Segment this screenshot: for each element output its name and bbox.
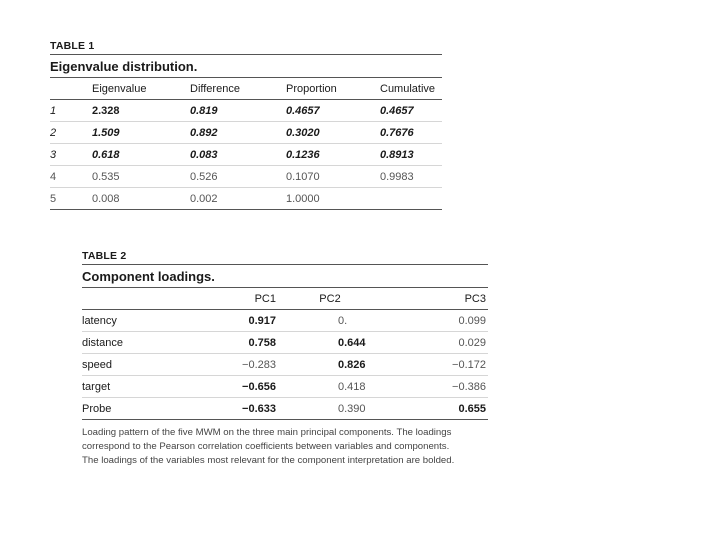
table2-title: Component loadings.	[82, 264, 488, 287]
component-loadings-table-block	[82, 250, 488, 468]
table1-header-eigenvalue: Eigenvalue	[92, 78, 190, 100]
eigenvalue-cell: 1.509	[92, 122, 190, 144]
eigenvalue-table	[50, 77, 442, 210]
variable-cell: Probe	[82, 398, 178, 420]
variable-cell: speed	[82, 354, 178, 376]
eigenvalue-cell: 0.535	[92, 166, 190, 188]
proportion-cell: 0.4657	[286, 100, 380, 122]
row-index: 2	[50, 122, 92, 144]
cumulative-cell: 0.7676	[380, 122, 442, 144]
table1-header-difference: Difference	[190, 78, 286, 100]
pc2-cell: 0.644	[278, 332, 382, 354]
proportion-cell: 0.1236	[286, 144, 380, 166]
cumulative-cell: 0.9983	[380, 166, 442, 188]
table2-label: TABLE 2	[82, 250, 127, 262]
table-row	[50, 144, 442, 166]
table-row	[82, 398, 488, 420]
pc3-cell: −0.172	[382, 354, 488, 376]
table-row	[50, 122, 442, 144]
table-row	[50, 100, 442, 122]
variable-cell: distance	[82, 332, 178, 354]
table-row	[82, 310, 488, 332]
pc1-cell: −0.656	[178, 376, 278, 398]
table-row	[50, 188, 442, 210]
table-row	[50, 166, 442, 188]
proportion-cell: 1.0000	[286, 188, 380, 210]
table1-header-cumulative: Cumulative	[380, 78, 442, 100]
proportion-cell: 0.1070	[286, 166, 380, 188]
table1-header-row	[50, 78, 442, 100]
cumulative-cell: 0.4657	[380, 100, 442, 122]
eigenvalue-cell: 0.618	[92, 144, 190, 166]
eigenvalue-table-block	[50, 40, 442, 210]
table2-footnote	[82, 426, 492, 468]
table1-header-proportion: Proportion	[286, 78, 380, 100]
difference-cell: 0.892	[190, 122, 286, 144]
difference-cell: 0.002	[190, 188, 286, 210]
table2-header-pc2: PC2	[278, 288, 382, 310]
eigenvalue-cell: 0.008	[92, 188, 190, 210]
row-index: 4	[50, 166, 92, 188]
row-index: 3	[50, 144, 92, 166]
pc2-cell: 0.826	[278, 354, 382, 376]
table-row	[82, 332, 488, 354]
table1-label: TABLE 1	[50, 40, 95, 52]
table-row	[82, 376, 488, 398]
pc3-cell: 0.655	[382, 398, 488, 420]
pc1-cell: 0.758	[178, 332, 278, 354]
row-index: 5	[50, 188, 92, 210]
table1-title: Eigenvalue distribution.	[50, 54, 442, 77]
footnote-line: The loadings of the variables most relevant for the component interpretation are bolded.	[82, 455, 455, 466]
pc1-cell: 0.917	[178, 310, 278, 332]
pc3-cell: −0.386	[382, 376, 488, 398]
difference-cell: 0.526	[190, 166, 286, 188]
cumulative-cell: 0.8913	[380, 144, 442, 166]
table2-header-row	[82, 288, 488, 310]
variable-cell: latency	[82, 310, 178, 332]
table-row	[82, 354, 488, 376]
footnote-line: Loading pattern of the five MWM on the three main principal components. The loadings	[82, 427, 452, 438]
component-loadings-table	[82, 287, 488, 420]
table1-header-index	[50, 78, 92, 100]
pc3-cell: 0.029	[382, 332, 488, 354]
pc2-cell: 0.390	[278, 398, 382, 420]
proportion-cell: 0.3020	[286, 122, 380, 144]
cumulative-cell	[380, 188, 442, 210]
table2-header-pc3: PC3	[382, 288, 488, 310]
pc3-cell: 0.099	[382, 310, 488, 332]
difference-cell: 0.819	[190, 100, 286, 122]
footnote-line: correspond to the Pearson correlation coefficients between variables and components.	[82, 441, 450, 452]
pc2-cell: 0.418	[278, 376, 382, 398]
table2-header-pc1: PC1	[178, 288, 278, 310]
row-index: 1	[50, 100, 92, 122]
pc1-cell: −0.633	[178, 398, 278, 420]
difference-cell: 0.083	[190, 144, 286, 166]
variable-cell: target	[82, 376, 178, 398]
pc1-cell: −0.283	[178, 354, 278, 376]
table2-header-variable	[82, 288, 178, 310]
eigenvalue-cell: 2.328	[92, 100, 190, 122]
pc2-cell: 0.	[278, 310, 382, 332]
